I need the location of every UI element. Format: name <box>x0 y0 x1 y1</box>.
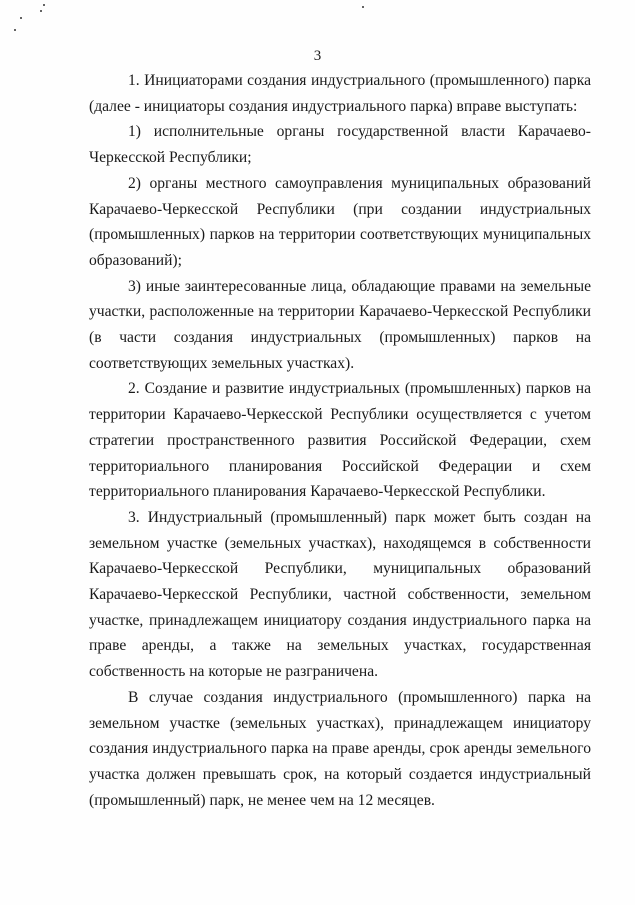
text-line: Карачаево-Черкесской Республики (при создании индустриальных <box>89 200 591 218</box>
text-line: собственность на которые не разграничена. <box>89 663 379 681</box>
text-line: Карачаево-Черкесской Республики, муниципальных образований <box>89 560 591 578</box>
text-line: 3. Индустриальный (промышленный) парк может быть создан на <box>128 508 591 526</box>
text-line: стратегии пространственного развития Российской Федерации, схем <box>89 431 591 449</box>
text-line: (промышленный) парк, не менее чем на 12 месяцев. <box>89 791 435 809</box>
text-line: соответствующих земельных участках). <box>89 354 355 372</box>
text-line: территориального планирования Российской Федерации и схем <box>89 457 591 475</box>
text-line: 1) исполнительные органы государственной власти Карачаево- <box>128 123 591 141</box>
paragraph-3-lease <box>89 685 591 814</box>
text-line: 2. Создание и развитие индустриальных (промышленных) парков на <box>128 380 591 398</box>
text-line: праве аренды, а также на земельных участках, государственная <box>89 637 591 655</box>
paragraph-1-3 <box>89 274 591 377</box>
paragraph-1 <box>89 68 591 119</box>
paragraph-3 <box>89 505 591 685</box>
text-line: 3) иные заинтересованные лица, обладающие правами на земельные <box>128 277 591 295</box>
scan-speck <box>40 10 42 12</box>
scan-speck <box>14 29 16 31</box>
text-line: территории Карачаево-Черкесской Республики осуществляется с учетом <box>89 406 591 424</box>
text-line: Черкесской Республики; <box>89 149 252 167</box>
text-line: участке, принадлежащем инициатору создания индустриального парка на <box>89 611 591 629</box>
page-number: 3 <box>313 48 322 64</box>
text-line: (в части создания индустриальных (промышленных) парков на <box>89 329 591 347</box>
paragraph-2 <box>89 376 591 505</box>
text-line: образований); <box>89 251 182 269</box>
text-line: территориального планирования Карачаево-Черкесской Республики. <box>89 483 546 501</box>
text-line: (далее - инициаторы создания индустриального парка) вправе выступать: <box>89 97 578 115</box>
scan-speck <box>362 6 364 8</box>
text-line: Карачаево-Черкесской Республики, частной собственности, земельном <box>89 586 591 604</box>
text-line: участка должен превышать срок, на который создается индустриальный <box>89 765 591 783</box>
paragraph-1-1 <box>89 119 591 170</box>
text-line: земельном участке (земельных участках), находящемся в собственности <box>89 534 591 552</box>
text-line: 2) органы местного самоуправления муниципальных образований <box>128 174 591 192</box>
scan-speck <box>20 17 22 19</box>
document-body <box>89 68 591 813</box>
text-line: создания индустриального парка на праве аренды, срок аренды земельного <box>89 740 591 758</box>
text-line: участки, расположенные на территории Карачаево-Черкесской Республики <box>89 303 591 321</box>
text-line: земельном участке (земельных участках), принадлежащем инициатору <box>89 714 591 732</box>
scan-speck <box>43 4 45 6</box>
text-line: 1. Инициаторами создания индустриального (промышленного) парка <box>128 72 591 89</box>
text-line: (промышленных) парков на территории соответствующих муниципальных <box>89 226 591 244</box>
text-line: В случае создания индустриального (промышленного) парка на <box>128 688 591 706</box>
paragraph-1-2 <box>89 171 591 274</box>
